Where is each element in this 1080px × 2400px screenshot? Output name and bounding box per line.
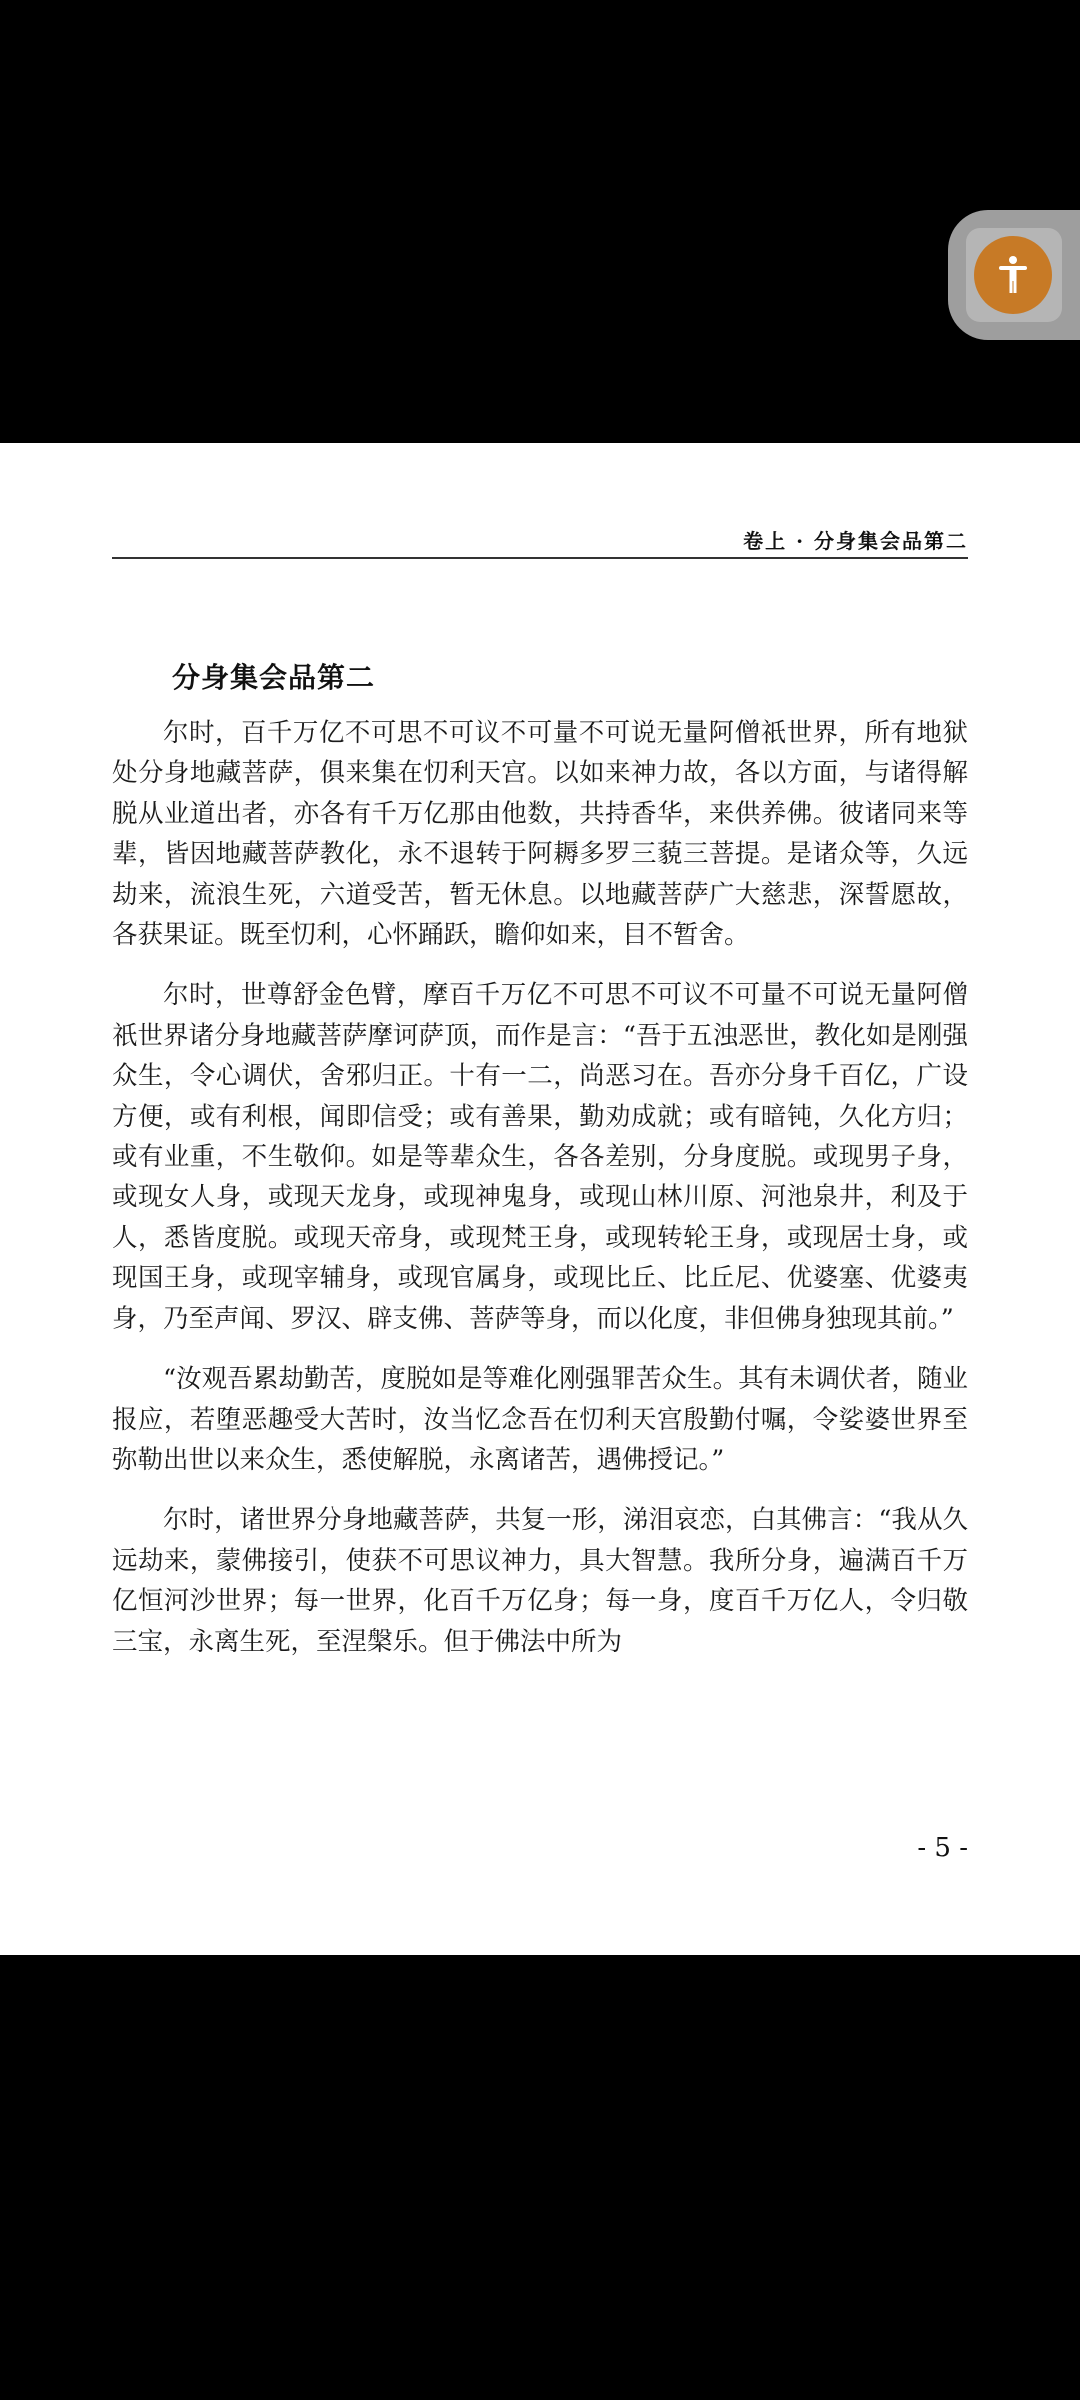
paragraph: 尔时，诸世界分身地藏菩萨，共复一形，涕泪哀恋，白其佛言：“我从久远劫来，蒙佛接引，使获不可思议神力，具大智慧。我所分身，遍满百千万亿恒河沙世界；每一世界，化百千万亿身；每一身，度百千万亿人，令归敬三宝，永离生死，至涅槃乐。但于佛法中所为 (112, 1505, 968, 1657)
book-page (0, 443, 1080, 1955)
accessibility-button[interactable] (974, 236, 1052, 314)
paragraph: “汝观吾累劫勤苦，度脱如是等难化刚强罪苦众生。其有未调伏者，随业报应，若堕恶趣受大苦时，汝当忆念吾在忉利天宫殷勤付嘱，令娑婆世界至弥勒出世以来众生，悉使解脱，永离诸苦，遇佛授记。” (112, 1364, 968, 1475)
accessibility-button-container (966, 228, 1062, 322)
body-text (112, 713, 968, 1682)
accessibility-person-icon (996, 255, 1030, 295)
page-number: - 5 - (917, 1833, 968, 1863)
floating-accessibility-panel (948, 210, 1080, 340)
paragraph: 尔时，百千万亿不可思不可议不可量不可说无量阿僧祇世界，所有地狱处分身地藏菩萨，俱来集在忉利天宫。以如来神力故，各以方面，与诸得解脱从业道出者，亦各有千万亿那由他数，共持香华，来供养佛。彼诸同来等辈，皆因地藏菩萨教化，永不退转于阿耨多罗三藐三菩提。是诸众等，久远劫来，流浪生死，六道受苦，暂无休息。以地藏菩萨广大慈悲，深誓愿故，各获果证。既至忉利，心怀踊跃，瞻仰如来，目不暂舍。 (112, 718, 968, 951)
paragraph: 尔时，世尊舒金色臂，摩百千万亿不可思不可议不可量不可说无量阿僧祇世界诸分身地藏菩萨摩诃萨顶，而作是言：“吾于五浊恶世，教化如是刚强众生，令心调伏，舍邪归正。十有一二，尚恶习在。吾亦分身千百亿，广设方便，或有利根，闻即信受；或有善果，勤劝成就；或有暗钝，久化方归；或有业重，不生敬仰。如是等辈众生，各各差别，分身度脱。或现男子身，或现女人身，或现天龙身，或现神鬼身，或现山林川原、河池泉井，利及于人，悉皆度脱。或现天帝身，或现梵王身，或现转轮王身，或现居士身，或现国王身，或现宰辅身，或现官属身，或现比丘、比丘尼、优婆塞、优婆夷身，乃至声闻、罗汉、辟支佛、菩萨等身，而以化度，非但佛身独现其前。” (112, 980, 968, 1334)
bottom-black-bar (0, 1955, 1080, 2400)
header-rule (112, 557, 968, 559)
top-black-bar (0, 0, 1080, 443)
running-header: 卷上 · 分身集会品第二 (743, 529, 968, 553)
chapter-title: 分身集会品第二 (172, 661, 376, 694)
